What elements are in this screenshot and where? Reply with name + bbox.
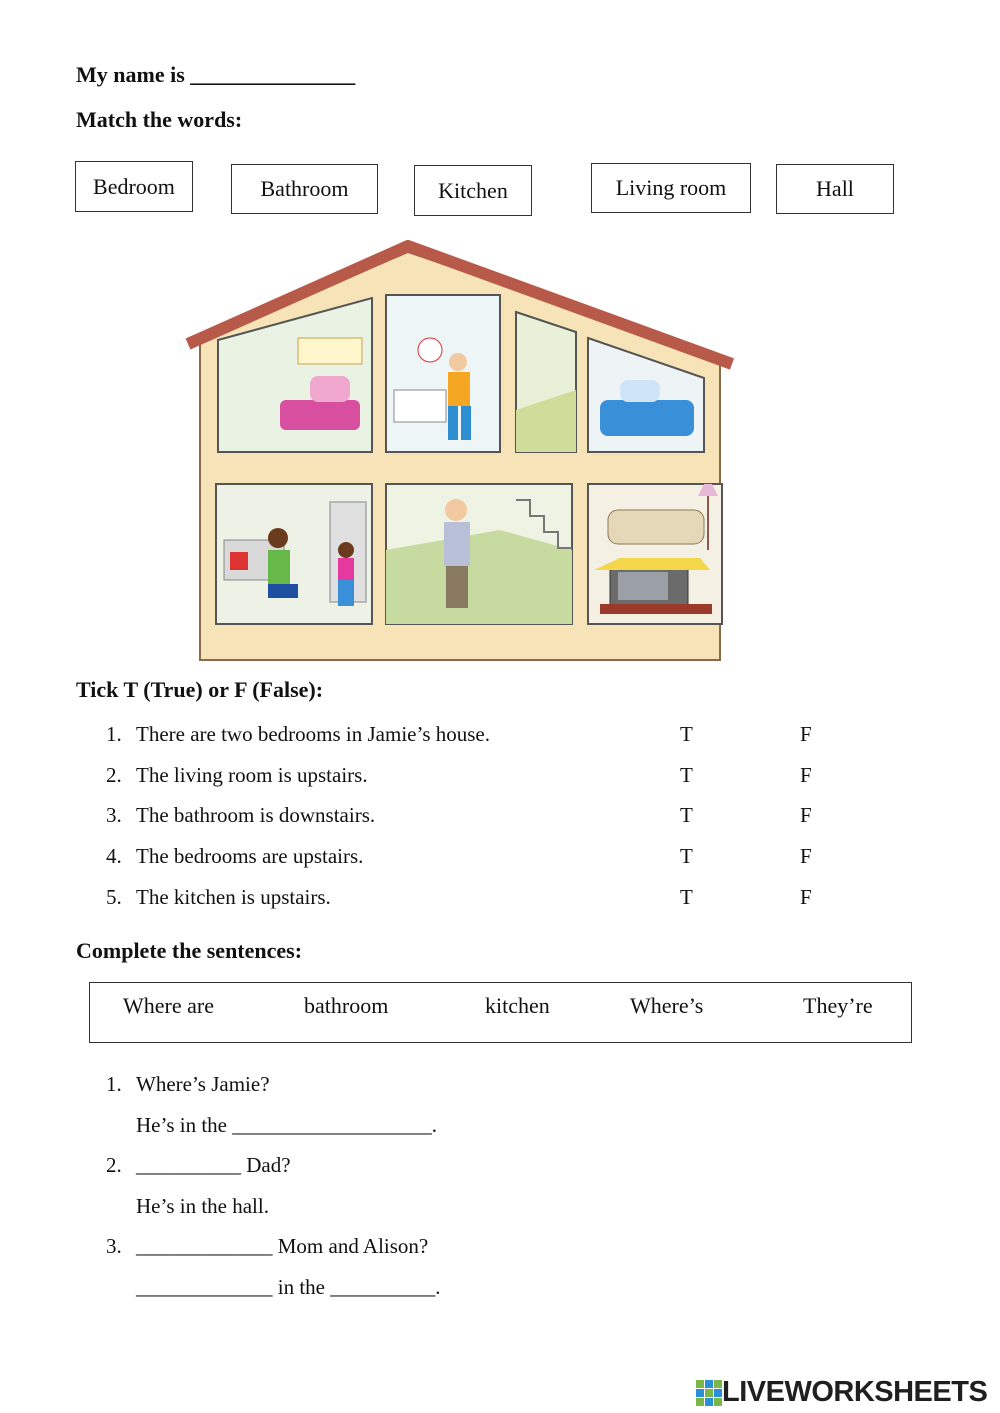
logo-grid-icon (696, 1380, 722, 1406)
true-option[interactable]: T (680, 803, 693, 827)
sentence-question[interactable]: __________ Dad? (136, 1153, 291, 1177)
match-heading: Match the words: (76, 107, 243, 132)
tf-item-number: 3. (106, 803, 122, 827)
word-bank-item[interactable]: Where’s (630, 993, 704, 1018)
tf-item-text: The kitchen is upstairs. (136, 885, 331, 909)
false-option[interactable]: F (800, 803, 812, 827)
false-option[interactable]: F (800, 763, 812, 787)
tf-item-text: There are two bedrooms in Jamie’s house. (136, 722, 490, 746)
true-option[interactable]: T (680, 722, 693, 746)
tf-item-number: 4. (106, 844, 122, 868)
sentence-number: 1. (106, 1072, 122, 1096)
sentence-question: Where’s Jamie? (136, 1072, 270, 1096)
tf-item-number: 1. (106, 722, 122, 746)
true-option[interactable]: T (680, 763, 693, 787)
sentence-answer[interactable]: _____________ in the __________. (136, 1275, 441, 1299)
sentence-question[interactable]: _____________ Mom and Alison? (136, 1234, 429, 1258)
word-box-living-room[interactable]: Living room (591, 163, 751, 213)
word-box-hall[interactable]: Hall (776, 164, 894, 214)
word-bank-item[interactable]: bathroom (304, 993, 389, 1018)
tf-item-text: The bedrooms are upstairs. (136, 844, 364, 868)
true-option[interactable]: T (680, 844, 693, 868)
false-option[interactable]: F (800, 844, 812, 868)
sentence-answer[interactable]: He’s in the ___________________. (136, 1113, 437, 1137)
room-bathroom[interactable] (386, 295, 500, 452)
sentence-answer: He’s in the hall. (136, 1194, 269, 1218)
word-bank-item[interactable]: Where are (123, 993, 214, 1018)
logo-text: LIVEWORKSHEETS (722, 1376, 988, 1408)
word-bank (89, 982, 912, 1043)
false-option[interactable]: F (800, 885, 812, 909)
name-prompt: My name is _______________ (76, 62, 356, 87)
word-box-bathroom[interactable]: Bathroom (231, 164, 378, 214)
word-bank-item[interactable]: kitchen (485, 993, 550, 1018)
true-false-heading: Tick T (True) or F (False): (76, 677, 324, 702)
word-bank-item[interactable]: They’re (803, 993, 873, 1018)
house-illustration (180, 240, 740, 670)
word-box-bedroom[interactable]: Bedroom (75, 161, 193, 212)
complete-heading: Complete the sentences: (76, 938, 303, 963)
tf-item-number: 5. (106, 885, 122, 909)
false-option[interactable]: F (800, 722, 812, 746)
tf-item-number: 2. (106, 763, 122, 787)
tf-item-text: The living room is upstairs. (136, 763, 368, 787)
word-box-kitchen[interactable]: Kitchen (414, 165, 532, 216)
sentence-number: 3. (106, 1234, 122, 1258)
sentence-number: 2. (106, 1153, 122, 1177)
liveworksheets-logo (696, 1376, 987, 1409)
tf-item-text: The bathroom is downstairs. (136, 803, 376, 827)
true-option[interactable]: T (680, 885, 693, 909)
